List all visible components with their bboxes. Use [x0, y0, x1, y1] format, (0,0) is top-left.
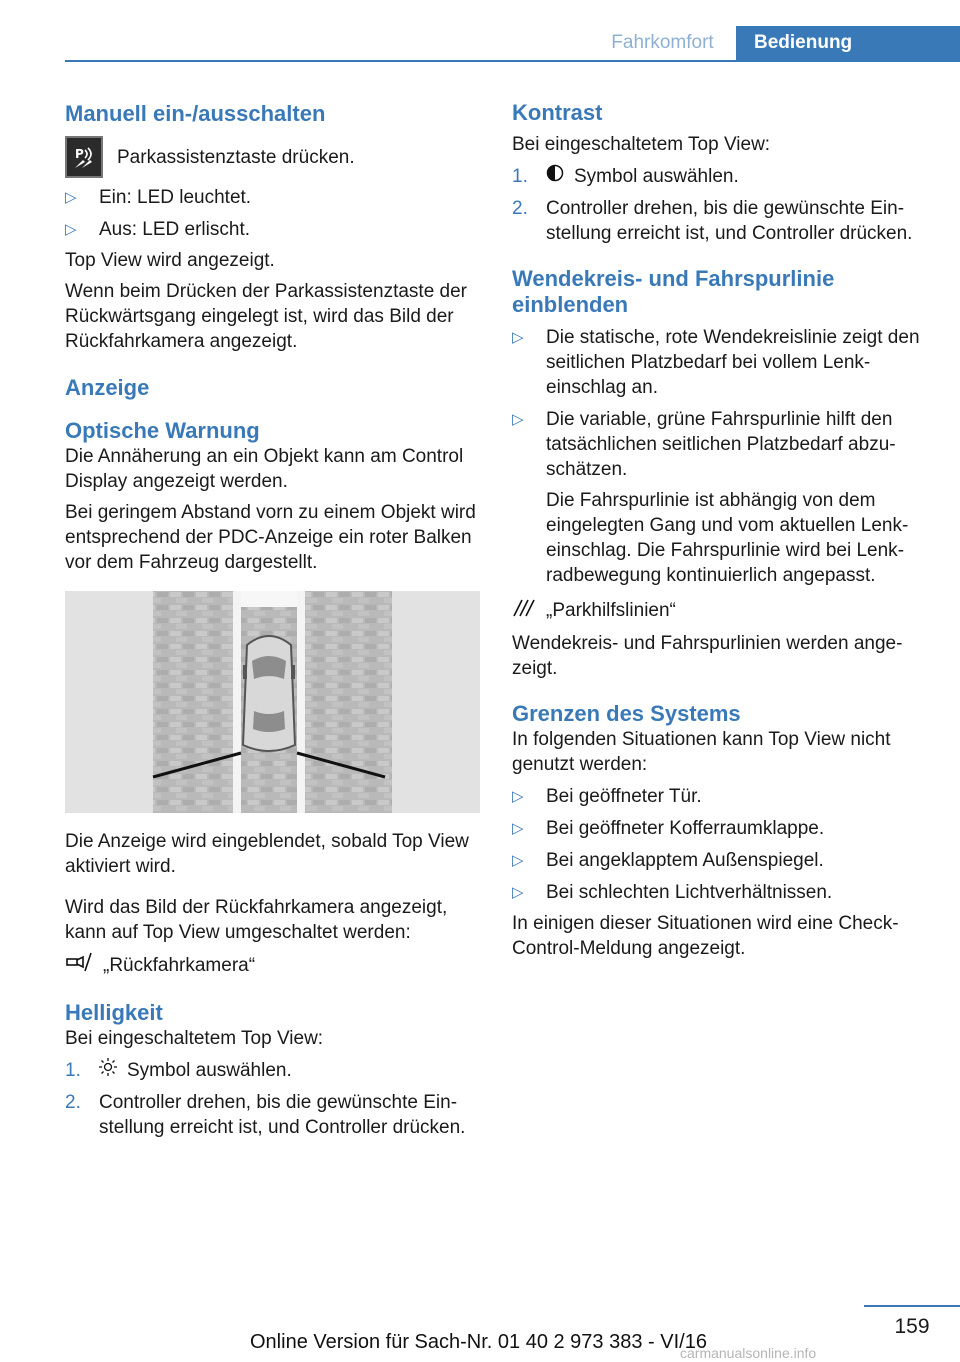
list-item: 1. Symbol auswählen.: [512, 164, 927, 189]
paragraph-rueckfahrkamera: Wird das Bild der Rückfahrkamera angezeigt, kann auf Top View umgeschaltet werden:: [65, 897, 448, 943]
heading-optische-warnung: Optische Warnung: [65, 418, 260, 443]
paragraph-abhaengig: Die Fahrspurlinie ist abhängig von dem eingelegten Gang und vom aktuellen Lenkeinschlag. Die Fahrspurlinie wird bei Lenkradbewegung kontinuierlich angepasst.: [546, 490, 909, 587]
watermark: carmanualsonline.info: [680, 1345, 817, 1361]
kontrast-steps: [512, 164, 927, 246]
paragraph-abstand: Bei geringem Abstand vorn zu einem Objekt wird entsprechend der PDC-Anzeige ein roter Balken vor dem Fahrzeug dargestellt.: [65, 502, 476, 573]
list-item: 2. Controller drehen, bis die gewünschte Einstellung erreicht ist, und Controller drücken.: [512, 198, 913, 245]
menu-parkhilfslinien-row: [512, 596, 927, 625]
triangle-bullet-icon: ▷: [65, 189, 77, 206]
triangle-bullet-icon: ▷: [512, 788, 524, 806]
triangle-bullet-icon: ▷: [65, 221, 77, 238]
list-item: ▷ Die statische, rote Wendekreislinie zeigt den seitlichen Platzbedarf bei vollem Lenkeinschlag an.: [512, 327, 920, 399]
menu-rueckfahrkamera-row: [65, 951, 480, 980]
rear-camera-icon: [65, 951, 93, 980]
paragraph-situationen: In folgenden Situationen kann Top View nicht genutzt werden:: [512, 729, 891, 776]
heading-wendekreis: Wendekreis- und Fahrspurlinie einblenden: [512, 266, 835, 318]
heading-kontrast: Kontrast: [512, 100, 603, 125]
left-column: [65, 100, 480, 1140]
triangle-bullet-icon: ▷: [512, 852, 524, 870]
heading-manual: Manuell ein-/ausschalten: [65, 101, 326, 126]
menu-rueckfahrkamera-text: „Rückfahrkamera“: [103, 955, 256, 976]
triangle-bullet-icon: ▷: [512, 329, 524, 347]
paragraph-eingeblendet: Die Anzeige wird eingeblendet, sobald Top View aktiviert wird.: [65, 831, 469, 877]
heading-anzeige: Anzeige: [65, 375, 150, 400]
helligkeit-steps: [65, 1058, 480, 1140]
list-item: 1. Symbol auswählen.: [65, 1058, 480, 1083]
brightness-icon: [99, 1058, 117, 1083]
paragraph-kontrast-eingeschaltet: Bei eingeschaltetem Top View:: [512, 134, 771, 155]
top-view-illustration: [65, 591, 480, 813]
triangle-bullet-icon: ▷: [512, 411, 524, 429]
paragraph-annaeherung: Die Annäherung an ein Objekt kann am Control Display angezeigt werden.: [65, 446, 464, 492]
list-item: ▷ Bei angeklapptem Außenspiegel.: [512, 850, 824, 872]
tab-bedienung[interactable]: Bedienung: [736, 26, 960, 62]
parking-lines-icon: [512, 596, 536, 625]
page-number: 159: [894, 1315, 930, 1338]
triangle-bullet-icon: ▷: [512, 820, 524, 838]
tab-fahrkomfort[interactable]: Fahrkomfort: [611, 32, 714, 53]
press-key-row: [65, 136, 480, 178]
wendekreis-list: [512, 325, 927, 588]
parking-assist-key-icon: [65, 136, 103, 178]
list-item: 2. Controller drehen, bis die gewünschte Einstellung erreicht ist, und Controller drücken.: [65, 1092, 466, 1139]
right-column: [512, 100, 927, 961]
list-item: ▷ Bei geöffneter Kofferraumklappe.: [512, 818, 825, 840]
led-list: [65, 185, 480, 242]
paragraph-reverse: Wenn beim Drücken der Parkassistenztaste der Rückwärtsgang eingelegt ist, wird das Bild der Rückfahrkamera angezeigt.: [65, 281, 467, 352]
footer-rule: [864, 1305, 960, 1307]
list-item: ▷ Aus: LED erlischt.: [65, 219, 250, 240]
paragraph-werden-angezeigt: Wendekreis- und Fahrspurlinien werden angezeigt.: [512, 633, 903, 680]
press-key-text: Parkassistenztaste drücken.: [117, 146, 355, 168]
list-item: ▷ Ein: LED leuchtet.: [65, 187, 252, 208]
list-item: ▷ Bei geöffneter Tür.: [512, 786, 702, 808]
paragraph-helligkeit-eingeschaltet: Bei eingeschaltetem Top View:: [65, 1028, 324, 1049]
heading-grenzen: Grenzen des Systems: [512, 701, 741, 727]
heading-helligkeit: Helligkeit: [65, 1000, 163, 1025]
menu-parkhilfslinien-text: „Parkhilfslinien“: [546, 600, 676, 622]
paragraph-check-control: In einigen dieser Situationen wird eine Check-Control-Meldung angezeigt.: [512, 913, 899, 960]
triangle-bullet-icon: ▷: [512, 884, 524, 902]
limits-list: [512, 784, 927, 905]
list-item: ▷ Die variable, grüne Fahrspurlinie hilft den tatsächlichen seitlichen Platzbedarf abzuschätzen. Die Fahrspurlinie ist abhängig von dem eingelegten Gang und vom aktuellen Lenkeinschlag. Die Fahrspurlinie wird bei Lenkradbewegung kontinuierlich angepasst.: [512, 407, 927, 588]
list-item: ▷ Bei schlechten Lichtverhältnissen.: [512, 882, 833, 904]
online-version: Online Version für Sach-Nr. 01 40 2 973 383 - VI/16: [250, 1331, 707, 1353]
paragraph-topview: Top View wird angezeigt.: [65, 250, 275, 271]
svg-text:P: P: [75, 147, 84, 161]
contrast-icon: [546, 164, 564, 189]
